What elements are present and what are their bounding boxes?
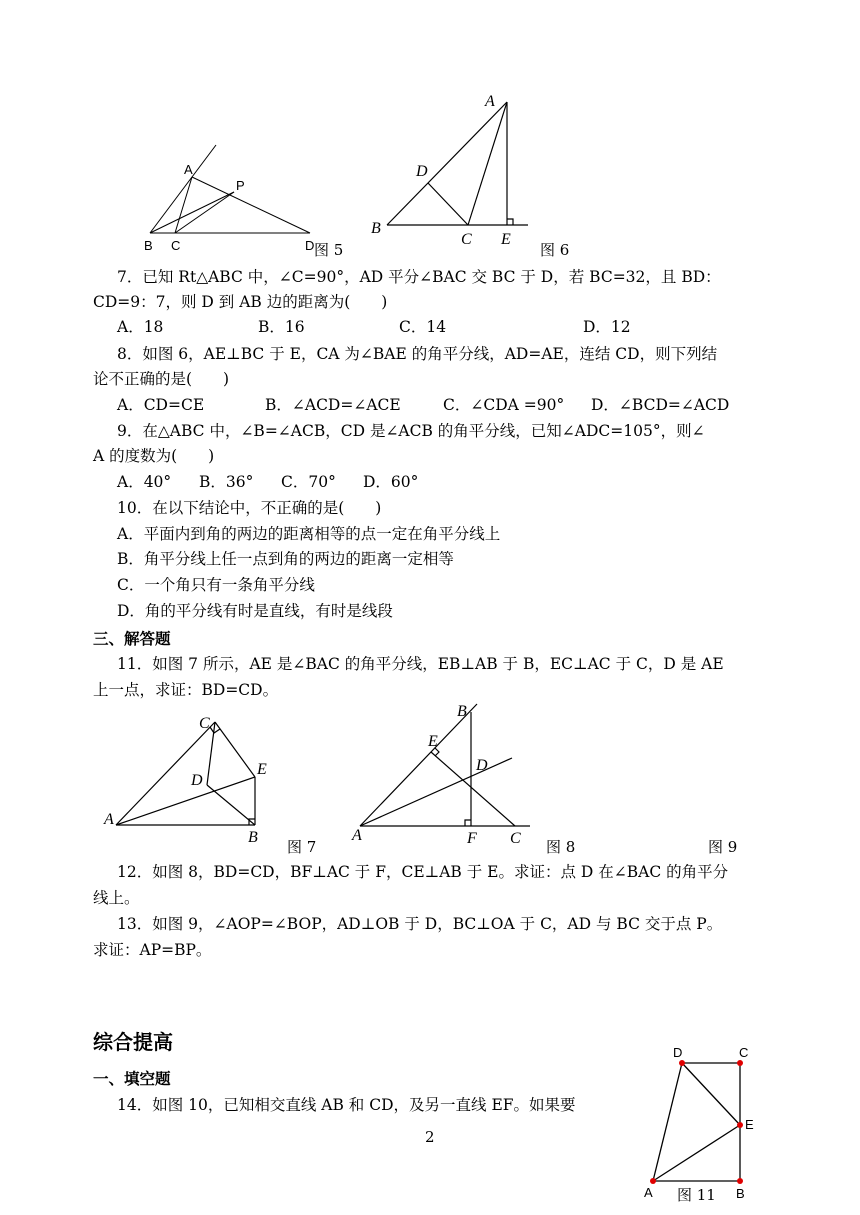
fig6-label-C: C <box>461 231 472 248</box>
q7-line1: 7．已知 Rt△ABC 中，∠C=90°，AD 平分∠BAC 交 BC 于 D，若 BC=32，且 BD： <box>117 268 721 286</box>
q7-options <box>117 315 631 339</box>
fig5-label-C: C <box>171 238 181 253</box>
fig11-caption: 图 11 <box>677 1186 716 1204</box>
q9-option-c: C．70° <box>281 473 336 491</box>
fig5-label-A: A <box>184 162 193 177</box>
figure-7 <box>100 712 290 847</box>
q9-option-d: D．60° <box>363 473 419 491</box>
q9-line2: A 的度数为( ) <box>93 447 215 465</box>
q13-line2: 求证：AP=BP。 <box>93 941 212 959</box>
q8-options <box>117 393 729 417</box>
figure-11 <box>640 1042 760 1207</box>
q10-option-a: A．平面内到角的两边的距离相等的点一定在角平分线上 <box>117 525 501 543</box>
fig5-label-D: D <box>305 238 315 253</box>
q10-option-b: B．角平分线上任一点到角的两边的距离一定相等 <box>117 550 454 568</box>
fig8-caption: 图 8 <box>546 838 576 856</box>
fig6-label-B: B <box>371 220 381 237</box>
fig7-caption: 图 7 <box>287 838 317 856</box>
fig7-label-B: B <box>248 829 258 846</box>
q12-line1: 12．如图 8，BD=CD，BF⊥AC 于 F，CE⊥AB 于 E。求证：点 D 在∠BAC 的角平分 <box>117 863 729 881</box>
fig6-label-D: D <box>416 163 428 180</box>
fig7-label-D: D <box>191 772 203 789</box>
q11-line1: 11．如图 7 所示，AE 是∠BAC 的角平分线，EB⊥AB 于 B，EC⊥AC 于 C，D 是 AE <box>117 655 724 673</box>
q7-line2: CD=9：7，则 D 到 AB 边的距离为( ) <box>93 293 388 311</box>
q11-line2: 上一点，求证：BD=CD。 <box>93 681 279 699</box>
q7-option-a: A．18 <box>117 318 164 336</box>
fig11-label-C: C <box>739 1045 749 1060</box>
figure-8 <box>350 698 550 848</box>
fig7-label-A: A <box>104 811 114 828</box>
fig11-label-A: A <box>644 1185 653 1200</box>
q7-option-d: D．12 <box>583 318 631 336</box>
fig8-label-D: D <box>476 757 488 774</box>
q10-option-d: D．角的平分线有时是直线，有时是线段 <box>117 602 393 620</box>
q7-option-c: C．14 <box>399 318 447 336</box>
q9-line1: 9．在△ABC 中，∠B=∠ACB，CD 是∠ACB 的角平分线，已知∠ADC=105°，则∠ <box>117 422 705 440</box>
q14-line1: 14．如图 10，已知相交直线 AB 和 CD，及另一直线 EF。如果要 <box>117 1096 576 1114</box>
figure-5 <box>140 140 340 260</box>
section-heading-fill-in: 一、填空题 <box>93 1070 171 1088</box>
q7-option-b: B．16 <box>258 318 305 336</box>
fig7-label-C: C <box>199 715 210 732</box>
section-heading-comprehensive: 综合提高 <box>93 1030 173 1054</box>
q9-option-b: B．36° <box>199 473 254 491</box>
q9-option-a: A．40° <box>117 473 172 491</box>
fig9-caption: 图 9 <box>708 838 738 856</box>
figure-6 <box>365 88 545 248</box>
fig11-label-B: B <box>736 1186 745 1201</box>
q8-line2: 论不正确的是( ) <box>93 370 230 388</box>
q8-option-b: B．∠ACD=∠ACE <box>265 396 401 414</box>
q10-stem: 10．在以下结论中，不正确的是( ) <box>117 499 382 517</box>
fig5-label-P: P <box>236 178 245 193</box>
fig5-label-B: B <box>144 238 153 253</box>
fig6-label-E: E <box>501 231 511 248</box>
fig11-label-D: D <box>673 1045 683 1060</box>
fig8-label-C: C <box>510 830 521 847</box>
fig5-caption: 图 5 <box>314 241 344 259</box>
fig8-label-F: F <box>467 830 477 847</box>
fig8-label-A: A <box>352 827 362 844</box>
q8-option-d: D．∠BCD=∠ACD <box>591 396 730 414</box>
q8-option-c: C．∠CDA =90° <box>443 396 565 414</box>
page-number: 2 <box>425 1128 435 1146</box>
q8-line1: 8．如图 6，AE⊥BC 于 E，CA 为∠BAE 的角平分线，AD=AE，连结 CD，则下列结 <box>117 345 718 363</box>
q13-line1: 13．如图 9，∠AOP=∠BOP，AD⊥OB 于 D，BC⊥OA 于 C，AD 与 BC 交于点 P。 <box>117 915 723 933</box>
section-heading-answers: 三、解答题 <box>93 630 171 648</box>
q10-option-c: C．一个角只有一条角平分线 <box>117 576 315 594</box>
fig7-label-E: E <box>257 761 267 778</box>
fig11-label-E: E <box>745 1117 754 1132</box>
fig8-label-B: B <box>457 703 467 720</box>
fig6-caption: 图 6 <box>540 241 570 259</box>
q8-option-a: A．CD=CE <box>117 396 205 414</box>
fig6-label-A: A <box>485 93 495 110</box>
q9-options <box>117 470 418 494</box>
fig8-label-E: E <box>428 733 438 750</box>
q12-line2: 线上。 <box>93 889 140 907</box>
